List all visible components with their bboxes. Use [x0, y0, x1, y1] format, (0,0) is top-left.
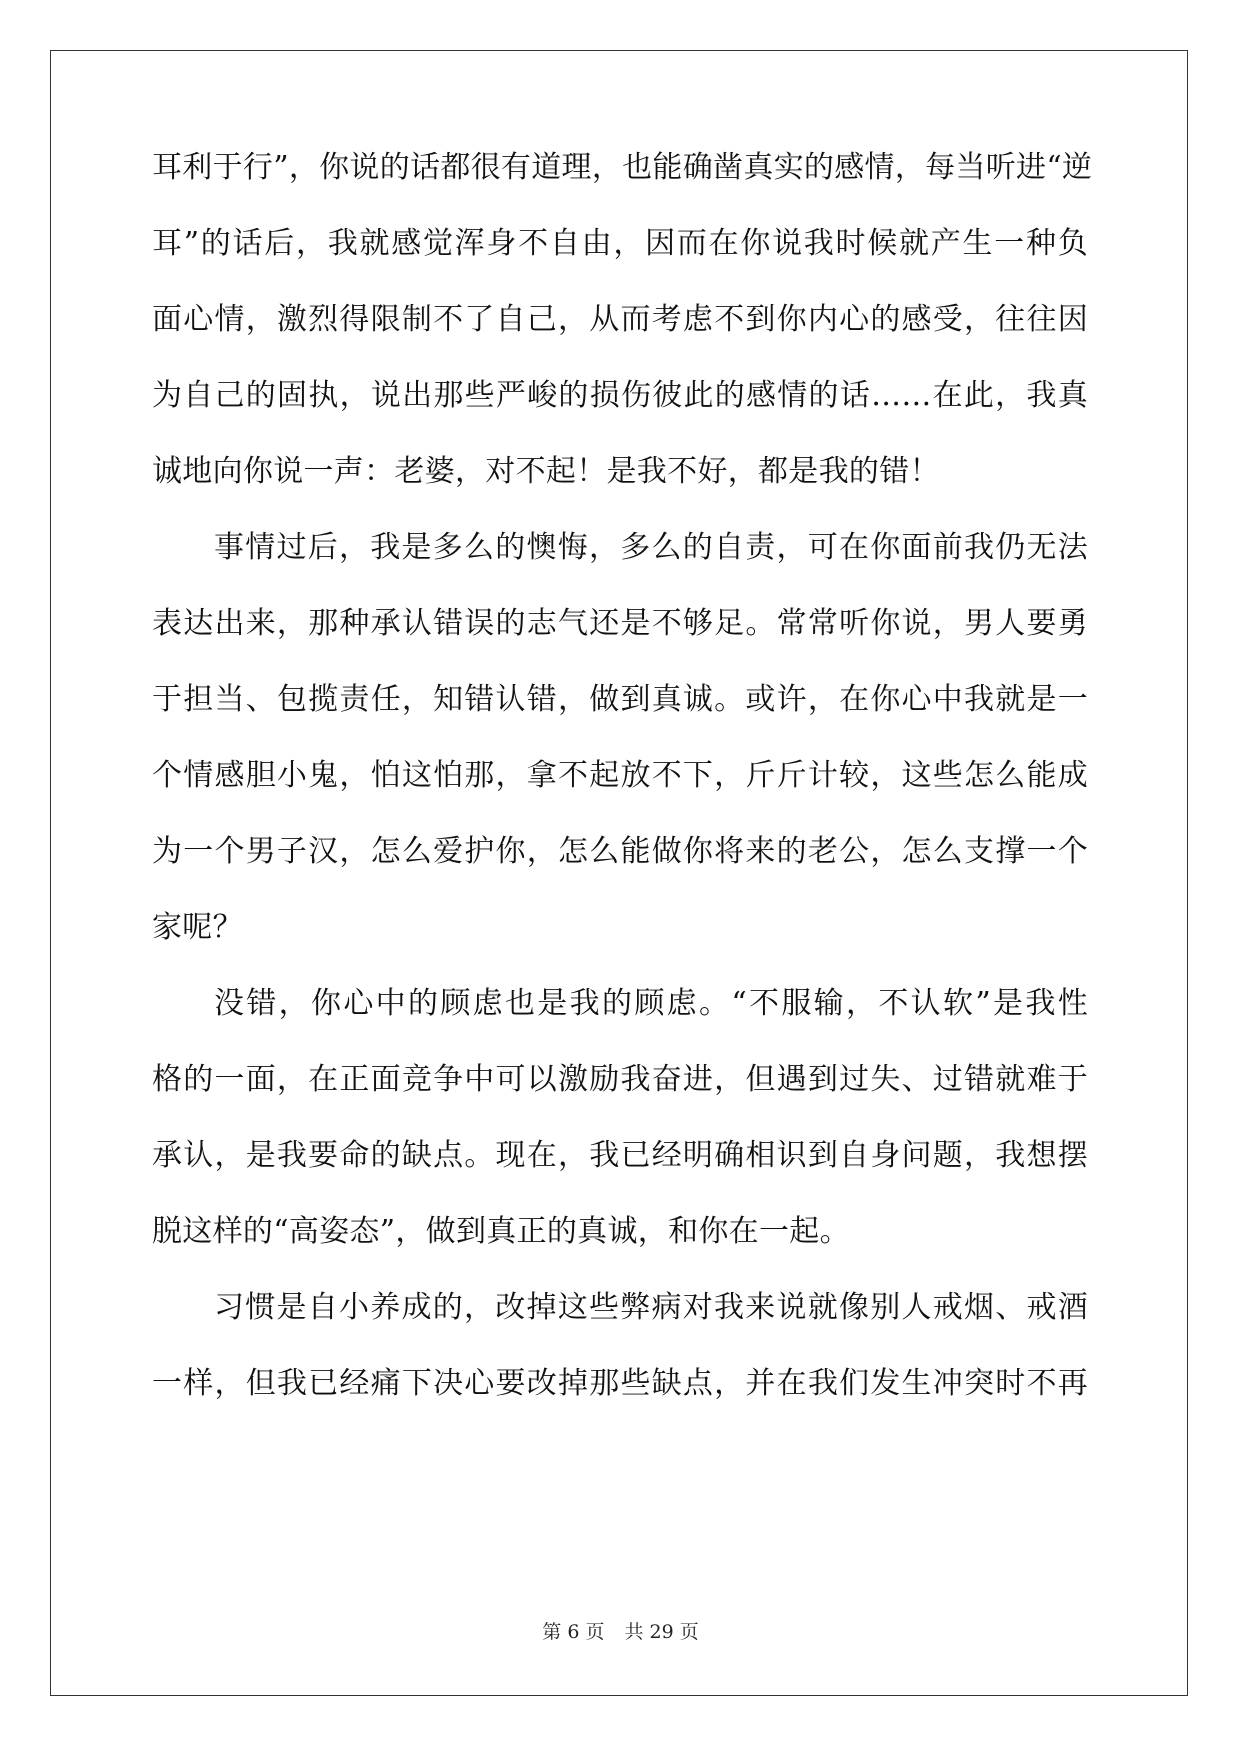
- text-line: 面心情，激烈得限制不了自己，从而考虑不到你内心的感受，往往因: [152, 302, 1088, 337]
- text-line: 耳利于行”，你说的话都很有道理，也能确凿真实的感情，每当听进“逆: [152, 150, 1093, 185]
- text-line: 耳”的话后，我就感觉浑身不自由，因而在你说我时候就产生一种负: [152, 226, 1088, 261]
- page-border: [50, 50, 1188, 1696]
- text-line: 一样，但我已经痛下决心要改掉那些缺点，并在我们发生冲突时不再: [152, 1366, 1088, 1401]
- page-total: 共 29 页: [624, 1621, 699, 1643]
- text-line: 承认，是我要命的缺点。现在，我已经明确相识到自身问题，我想摆: [152, 1138, 1088, 1173]
- text-line: 表达出来，那种承认错误的志气还是不够足。常常听你说，男人要勇: [152, 606, 1088, 641]
- text-line: 诚地向你说一声：老婆，对不起！是我不好，都是我的错！: [152, 454, 940, 489]
- paragraph-start-line: 事情过后，我是多么的懊悔，多么的自责，可在你面前我仍无法: [214, 530, 1088, 565]
- text-line: 家呢？: [152, 910, 243, 945]
- paragraph-start-line: 没错，你心中的顾虑也是我的顾虑。“不服输，不认软”是我性: [214, 986, 1088, 1021]
- text-line: 于担当、包揽责任，知错认错，做到真诚。或许，在你心中我就是一: [152, 682, 1088, 717]
- text-line: 为自己的固执，说出那些严峻的损伤彼此的感情的话……在此，我真: [152, 378, 1088, 413]
- text-line: 脱这样的“高姿态”，做到真正的真诚，和你在一起。: [152, 1214, 850, 1249]
- text-line: 个情感胆小鬼，怕这怕那，拿不起放不下，斤斤计较，这些怎么能成: [152, 758, 1088, 793]
- page-footer: [0, 1620, 1241, 1644]
- paragraph-start-line: 习惯是自小养成的，改掉这些弊病对我来说就像别人戒烟、戒酒: [214, 1290, 1088, 1325]
- page-number: 第 6 页: [542, 1621, 605, 1643]
- text-line: 格的一面，在正面竞争中可以激励我奋进，但遇到过失、过错就难于: [152, 1062, 1088, 1097]
- text-line: 为一个男子汉，怎么爱护你，怎么能做你将来的老公，怎么支撑一个: [152, 834, 1088, 869]
